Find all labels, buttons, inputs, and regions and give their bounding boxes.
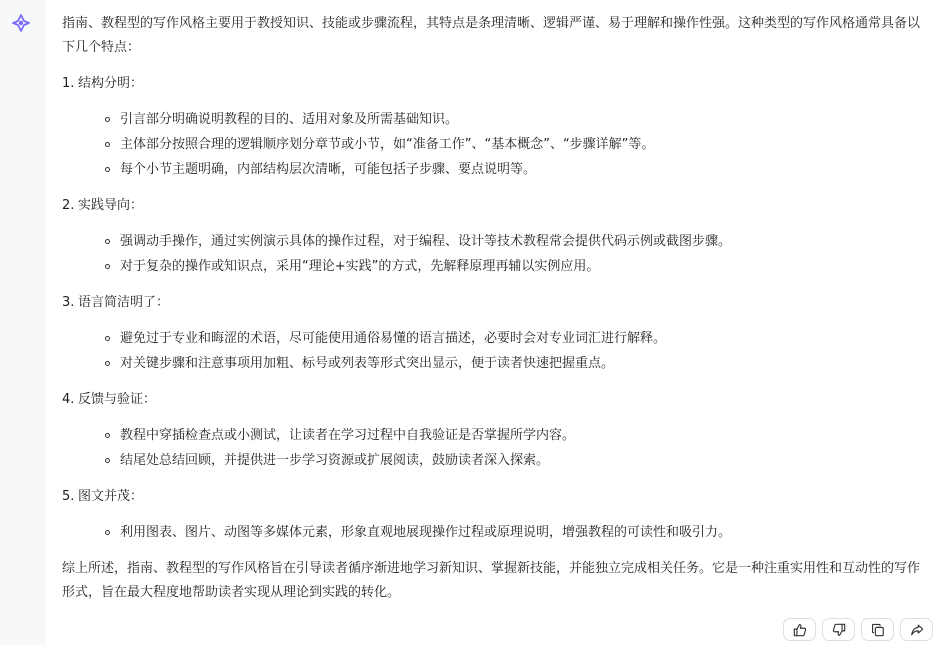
like-button[interactable] <box>783 618 816 641</box>
section-structure <box>62 72 930 182</box>
assistant-logo-icon <box>11 13 31 33</box>
list-item: 引言部分明确说明教程的目的、适用对象及所需基础知识。 <box>62 108 930 132</box>
section-number: 2. <box>62 198 75 213</box>
list-item: 结尾处总结回顾，并提供进一步学习资源或扩展阅读，鼓励读者深入探索。 <box>62 449 930 473</box>
bullet-icon <box>105 167 110 172</box>
section-practice <box>62 194 930 279</box>
bullet-list <box>62 424 930 473</box>
bullet-icon <box>105 142 110 147</box>
list-item: 对关键步骤和注意事项用加粗、标号或列表等形式突出显示，便于读者快速把握重点。 <box>62 352 930 376</box>
thumbs-up-icon <box>793 623 807 637</box>
dislike-button[interactable] <box>822 618 855 641</box>
section-title: 语言简洁明了： <box>78 295 170 310</box>
bullet-icon <box>105 433 110 438</box>
bullet-icon <box>105 361 110 366</box>
section-heading <box>62 291 930 315</box>
section-language <box>62 291 930 376</box>
assistant-avatar <box>9 11 33 35</box>
section-number: 4. <box>62 392 75 407</box>
section-feedback <box>62 388 930 473</box>
section-number: 5. <box>62 489 75 504</box>
list-item: 每个小节主题明确，内部结构层次清晰，可能包括子步骤、要点说明等。 <box>62 158 930 182</box>
feature-list <box>62 72 930 545</box>
section-title: 结构分明： <box>78 76 144 91</box>
conclusion-paragraph: 综上所述，指南、教程型的写作风格旨在引导读者循序渐进地学习新知识、掌握新技能，并能独立完成相关任务。它是一种注重实用性和互动性的写作形式，旨在最大程度地帮助读者实现从理论到实践的转化。 <box>62 561 921 600</box>
share-button[interactable] <box>900 618 933 641</box>
message-actions <box>783 618 933 641</box>
bullet-icon <box>105 336 110 341</box>
section-heading <box>62 72 930 96</box>
section-number: 1. <box>62 76 75 91</box>
bullet-icon <box>105 264 110 269</box>
bullet-icon <box>105 117 110 122</box>
section-heading <box>62 388 930 412</box>
section-illustrated <box>62 485 930 545</box>
list-item: 主体部分按照合理的逻辑顺序划分章节或小节，如“准备工作”、“基本概念”、“步骤详解”等。 <box>62 133 930 157</box>
share-icon <box>910 623 924 637</box>
bullet-icon <box>105 239 110 244</box>
bullet-list <box>62 108 930 182</box>
list-item: 避免过于专业和晦涩的术语，尽可能使用通俗易懂的语言描述，必要时会对专业词汇进行解释。 <box>62 327 930 351</box>
copy-button[interactable] <box>861 618 894 641</box>
bullet-list <box>62 327 930 376</box>
assistant-avatar-column <box>0 0 46 645</box>
section-heading <box>62 485 930 509</box>
copy-icon <box>871 623 885 637</box>
section-heading <box>62 194 930 218</box>
bullet-list <box>62 521 930 545</box>
section-title: 图文并茂： <box>78 489 144 504</box>
bullet-list <box>62 230 930 279</box>
list-item: 对于复杂的操作或知识点，采用“理论+实践”的方式，先解释原理再辅以实例应用。 <box>62 255 930 279</box>
list-item: 利用图表、图片、动图等多媒体元素，形象直观地展现操作过程或原理说明，增强教程的可读性和吸引力。 <box>62 521 930 545</box>
intro-paragraph: 指南、教程型的写作风格主要用于教授知识、技能或步骤流程，其特点是条理清晰、逻辑严谨、易于理解和操作性强。这种类型的写作风格通常具备以下几个特点： <box>62 16 921 55</box>
section-title: 实践导向： <box>78 198 144 213</box>
thumbs-down-icon <box>832 623 846 637</box>
list-item: 教程中穿插检查点或小测试，让读者在学习过程中自我验证是否掌握所学内容。 <box>62 424 930 448</box>
assistant-message <box>62 12 930 605</box>
list-item: 强调动手操作，通过实例演示具体的操作过程，对于编程、设计等技术教程常会提供代码示例或截图步骤。 <box>62 230 930 254</box>
section-number: 3. <box>62 295 75 310</box>
section-title: 反馈与验证： <box>78 392 157 407</box>
bullet-icon <box>105 530 110 535</box>
bullet-icon <box>105 458 110 463</box>
